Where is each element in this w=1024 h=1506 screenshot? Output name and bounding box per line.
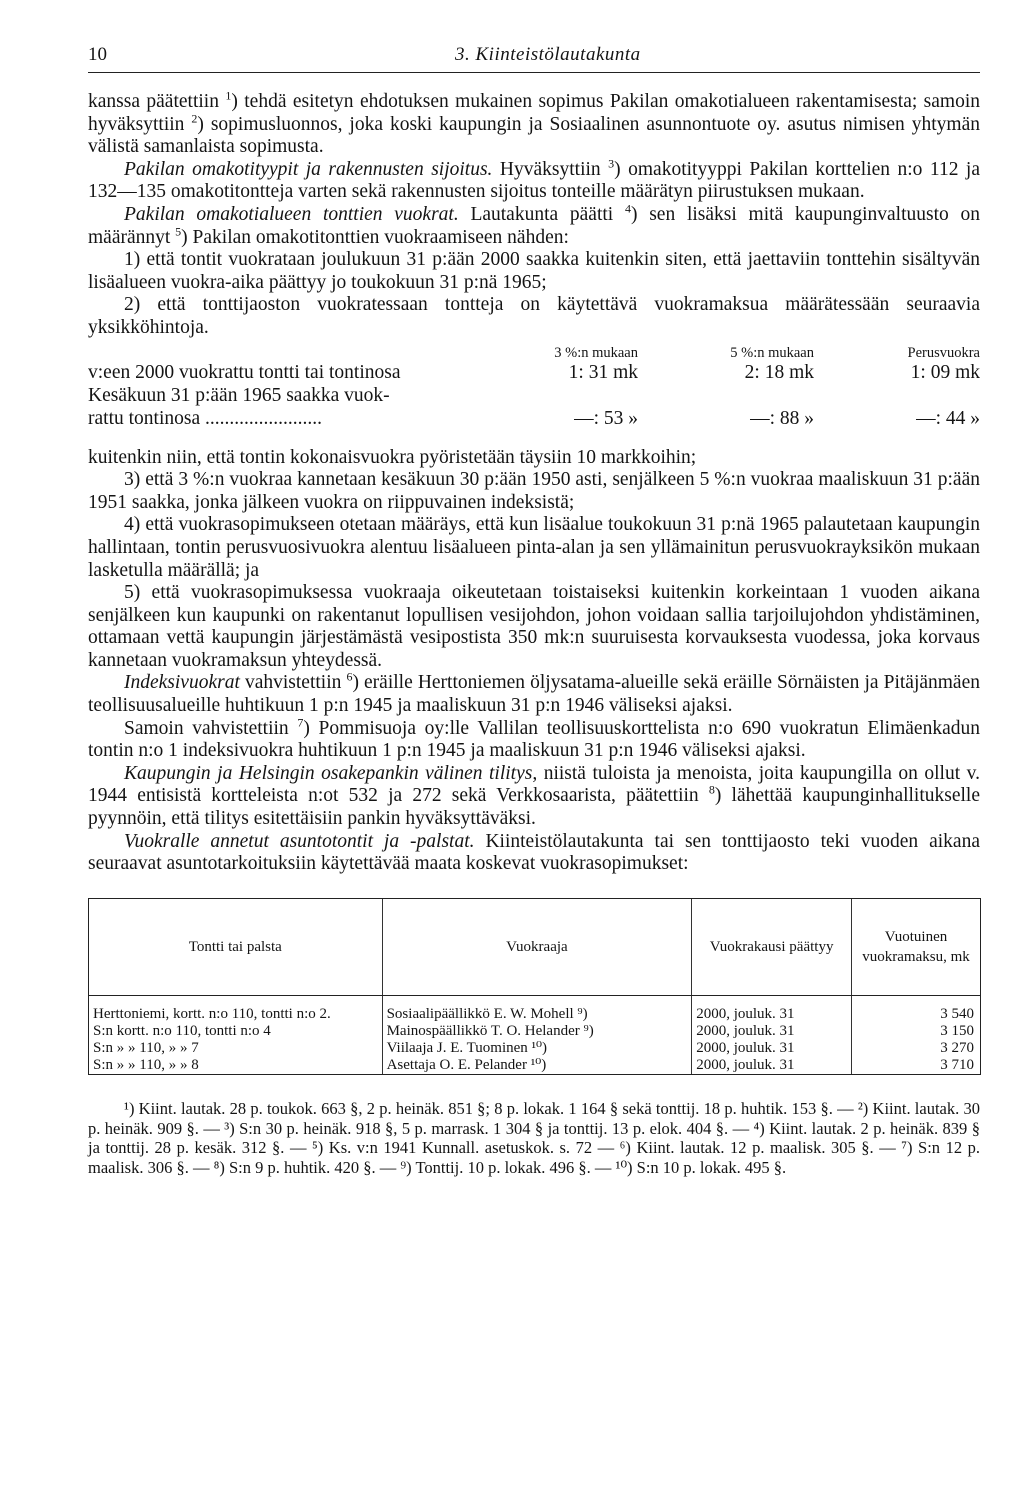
text-run: 2) että tonttijaoston vuokratessaan tontteja on käytettävä vuokramaksua määrätessään seuraavia yksikköhintoja. bbox=[88, 294, 980, 338]
paragraph bbox=[88, 514, 980, 582]
footnote-marker: 3 bbox=[608, 156, 615, 171]
text-run: niistä tuloista ja menoista, joita kaupungilla on ollut v. 1944 entisistä kortteleista n:ot 532 ja 272 sekä Verkkosaarista, päätettiin bbox=[88, 762, 980, 807]
document-page bbox=[88, 44, 980, 1178]
paragraph bbox=[88, 88, 980, 159]
paragraph-group-1 bbox=[88, 88, 980, 340]
footnote-marker: 6 bbox=[346, 669, 353, 684]
text-run: kuitenkin niin, että tontin kokonaisvuokra pyöristetään täysiin 10 markkoihin; bbox=[88, 446, 697, 468]
table-row: S:n kortt. n:o 110, tontti n:o 4 Mainospäällikkö T. O. Helander ⁹) 2000, jouluk. 31 3 150 bbox=[89, 1023, 981, 1040]
text-run: vahvistettiin bbox=[239, 672, 347, 694]
text-run: ) sen lisäksi mitä kaupunginvaltuusto on määrännyt bbox=[88, 203, 980, 248]
paragraph bbox=[88, 201, 980, 249]
section-heading: Pakilan omakotialueen tonttien vuokrat. bbox=[124, 203, 459, 225]
table-row: Herttoniemi, kortt. n:o 110, tontti n:o 2. Sosiaalipäällikkö E. W. Mohell ⁹) 2000, jouluk. 31 3 540 bbox=[89, 1006, 981, 1023]
section-heading: Kaupungin ja Helsingin osakepankin välinen tilitys, bbox=[124, 762, 538, 784]
text-run: ) Pakilan omakotitonttien vuokraamiseen nähden: bbox=[181, 226, 569, 248]
paragraph bbox=[88, 294, 980, 339]
footnote-marker: 7 bbox=[297, 715, 304, 730]
column-header-lease-end: Vuokrakausi päättyy bbox=[692, 898, 852, 995]
unit-price-row: rattu tontinosa ........................ —: 53 » —: 88 » —: 44 » bbox=[88, 407, 980, 429]
text-run: Samoin vahvistettiin bbox=[124, 717, 298, 739]
footnotes bbox=[88, 1099, 980, 1178]
paragraph bbox=[88, 447, 980, 470]
table-row: S:n » » 110, » » 8 Asettaja O. E. Pelander ¹⁰) 2000, jouluk. 31 3 710 bbox=[89, 1057, 981, 1075]
unit-price-row: v:een 2000 vuokrattu tontti tai tontinosa 1: 31 mk 2: 18 mk 1: 09 mk bbox=[88, 361, 980, 383]
text-run: 3) että 3 %:n vuokraa kannetaan kesäkuun 30 p:ään 1950 asti, senjälkeen 5 %:n vuokraa maaliskuun 31 p:ään 1951 saakka, jonka jälkeen vuokra on riippuvainen indeksistä; bbox=[88, 469, 980, 513]
text-run: ) Pommisuoja oy:lle Vallilan teollisuuskorttelista n:o 690 vuokratun Elimäenkadun tontin n:o 1 indeksivuokra huhtikuun 1 p:n 1945 ja maaliskuun 31 p:n 1946 väliseksi ajaksi. bbox=[88, 717, 980, 762]
footnote-marker: 1 bbox=[225, 88, 232, 103]
text-run: ) omakotityyppi Pakilan korttelien n:o 112 ja 132—135 omakotitontteja varten sekä rakennusten sijoitus tonteille määrätyn piirustuksen mukaan. bbox=[88, 158, 980, 203]
rate-header-base: Perusvuokra bbox=[907, 344, 980, 361]
paragraph bbox=[88, 249, 980, 294]
paragraph-group-2 bbox=[88, 447, 980, 876]
text-run: 4) että vuokrasopimukseen otetaan määräys, että kun lisäalue toukokuun 31 p:nä 1965 palautetaan kaupungin hallintaan, tontin perusvuosivuokra alentuu lisäalueen pinta-alan ja sen yllämainitun perusvuokrayksikön mukaan lasketulla määrällä; ja bbox=[88, 514, 980, 581]
running-title: 3. Kiinteistölautakunta bbox=[455, 44, 641, 65]
section-heading: Vuokralle annetut asuntotontit ja -palstat. bbox=[124, 830, 475, 852]
page-header bbox=[88, 44, 980, 72]
page-number: 10 bbox=[88, 44, 107, 65]
unit-price-row: Kesäkuun 31 p:ään 1965 saakka vuok- bbox=[88, 384, 390, 406]
text-run: Lautakunta päätti bbox=[458, 203, 625, 225]
paragraph bbox=[88, 763, 980, 831]
rate-header-3pct: 3 %:n mukaan bbox=[554, 344, 638, 361]
unit-price-table bbox=[88, 342, 980, 431]
text-run: Kiinteistölautakunta tai sen tonttijaosto teki vuoden aikana seuraavat asuntotarkoituksiin käytettävää maata koskevat vuokrasopimukset: bbox=[88, 830, 980, 875]
paragraph bbox=[88, 582, 980, 672]
lease-table bbox=[88, 898, 981, 1075]
column-header-lessee: Vuokraaja bbox=[382, 898, 692, 995]
paragraph bbox=[88, 156, 980, 204]
text-run: Hyväksyttiin bbox=[492, 158, 609, 180]
footnote-marker: 4 bbox=[624, 201, 631, 216]
paragraph bbox=[88, 669, 980, 717]
paragraph bbox=[88, 831, 980, 876]
text-run: ) tehdä esitetyn ehdotuksen mukainen sopimus Pakilan omakotialueen rakentamisesta; samoin hyväksyttiin bbox=[88, 91, 980, 135]
text-run: 5) että vuokrasopimuksessa vuokraaja oikeutetaan toistaiseksi kuitenkin korkeintaan 1 vuoden aikana senjälkeen kun kaupunki on rakentanut lopullisen vesijohdon, johon voidaan sallia tarjoilujohdon yhdistäminen, ottamaan vettä kaupungin järjestämästä vesipostista 350 mk:n suuruisesta korvauksesta vuodessa, joka korvaus kannetaan vuokramaksun yhteydessä. bbox=[88, 582, 980, 671]
text-run: ) eräille Herttoniemen öljysatama-alueille sekä eräille Sörnäisten ja Pitäjänmäen teollisuusalueille huhtikuun 1 p:n 1945 ja maaliskuun 31 p:n 1946 väliseksi ajaksi. bbox=[88, 672, 980, 717]
text-run: 1) että tontit vuokrataan joulukuun 31 p:ään 2000 saakka kuitenkin siten, että jaettaviin tonttehin sisältyvän lisäalueen vuokra-aika päättyy jo toukokuun 31 p:nä 1965; bbox=[88, 249, 980, 293]
text-run: kanssa päätettiin bbox=[88, 91, 226, 112]
footnote-marker: 2 bbox=[191, 111, 198, 126]
text-run: ) lähettää kaupunginhallitukselle pyynnöin, että tilitys esitettäisiin pankin hyväksyttäväksi. bbox=[88, 785, 981, 830]
table-row: S:n » » 110, » » 7 Viilaaja J. E. Tuominen ¹⁰) 2000, jouluk. 31 3 270 bbox=[89, 1040, 981, 1057]
paragraph bbox=[88, 469, 980, 514]
footnote-marker: 8 bbox=[708, 782, 715, 797]
column-header-annual-rent: Vuotuinen vuokramaksu, mk bbox=[852, 898, 981, 995]
section-heading: Pakilan omakotityypit ja rakennusten sijoitus. bbox=[124, 158, 493, 180]
rate-header-5pct: 5 %:n mukaan bbox=[730, 344, 814, 361]
text-run: ) sopimusluonnos, joka koski kaupungin ja Sosiaalinen asunnontuote oy. asutus nimisen yhtymän välistä samanlaista sopimusta. bbox=[88, 113, 980, 158]
footnote-marker: 5 bbox=[175, 224, 182, 239]
column-header-plot: Tontti tai palsta bbox=[89, 898, 383, 995]
footnote-text: ¹) Kiint. lautak. 28 p. toukok. 663 §, 2 p. heinäk. 851 §; 8 p. lokak. 1 164 § sekä tonttij. 18 p. huhtik. 153 §. — ²) Kiint. lautak. 30 p. heinäk. 909 §. — ³) S:n 30 p. heinäk. 918 §, 5 p. marrask. 1 304 § ja tonttij. 13 p. elok. 404 §. — ⁴) Kiint. lautak. 2 p. heinäk. 839 § ja tonttij. 28 p. kesäk. 312 §. — ⁵) Ks. v:n 1941 Kunnall. asetuskok. s. 72 — ⁶) Kiint. lautak. 12 p. maalisk. 305 §. — ⁷) S:n 12 p. maalisk. 306 §. — ⁸) S:n 9 p. huhtik. 420 §. — ⁹) Tonttij. 10 p. lokak. 496 §. — ¹⁰) S:n 10 p. lokak. 495 §. bbox=[88, 1098, 980, 1178]
section-heading: Indeksivuokrat bbox=[124, 672, 240, 694]
paragraph bbox=[88, 715, 980, 763]
header-rule bbox=[88, 72, 980, 73]
body-text bbox=[88, 88, 981, 876]
unit-price-header bbox=[88, 342, 980, 362]
